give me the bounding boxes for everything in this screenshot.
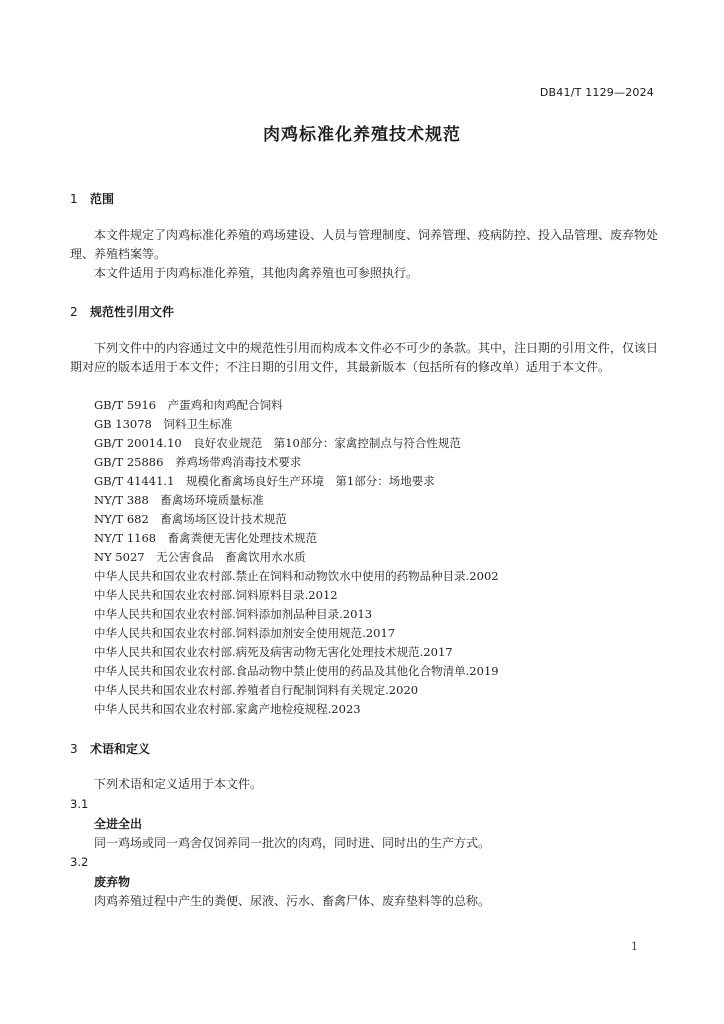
reference-item: NY 5027 无公害食品 畜禽饮用水水质 (94, 550, 306, 564)
section-1-paragraph: 本文件规定了肉鸡标准化养殖的鸡场建设、人员与管理制度、饲养管理、疫病防控、投入品管理、废弃物处理、养殖档案等。 (70, 228, 659, 261)
page-number: 1 (631, 940, 638, 953)
reference-item: NY/T 388 畜禽场环境质量标准 (94, 493, 264, 507)
term-name: 废弃物 (94, 875, 131, 889)
reference-item: 中华人民共和国农业农村部.食品动物中禁止使用的药品及其他化合物清单.2019 (94, 664, 499, 678)
reference-item: GB/T 41441.1 规模化畜禽场良好生产环境 第1部分：场地要求 (94, 474, 435, 488)
reference-item: GB/T 5916 产蛋鸡和肉鸡配合饲料 (94, 398, 283, 412)
reference-item: 中华人民共和国农业农村部.家禽产地检疫规程.2023 (94, 702, 361, 716)
section-3-intro: 下列术语和定义适用于本文件。 (94, 777, 263, 791)
section-2-intro: 下列文件中的内容通过文中的规范性引用而构成本文件必不可少的条款。其中，注日期的引用文件，仅该日期对应的版本适用于本文件；不注日期的引用文件，其最新版本（包括所有的修改单）适用于本文件。 (70, 341, 659, 374)
section-number: 1 (70, 192, 78, 206)
term-definition: 同一鸡场或同一鸡舍仅饲养同一批次的肉鸡，同时进、同时出的生产方式。 (94, 836, 491, 850)
term-definition: 肉鸡养殖过程中产生的粪便、尿液、污水、畜禽尸体、废弃垫料等的总称。 (94, 894, 491, 908)
reference-item: 中华人民共和国农业农村部.禁止在饲料和动物饮水中使用的药物品种目录.2002 (94, 569, 499, 583)
reference-item: NY/T 1168 畜禽粪便无害化处理技术规范 (94, 531, 318, 545)
section-3-heading (70, 740, 150, 757)
reference-item: 中华人民共和国农业农村部.饲料原料目录.2012 (94, 588, 338, 602)
section-number: 2 (70, 305, 78, 319)
reference-item: 中华人民共和国农业农村部.饲料添加剂安全使用规范.2017 (94, 626, 396, 640)
reference-item: GB/T 20014.10 良好农业规范 第10部分：家禽控制点与符合性规范 (94, 436, 461, 450)
reference-item: 中华人民共和国农业农村部.养殖者自行配制饲料有关规定.2020 (94, 683, 419, 697)
reference-item: GB 13078 饲料卫生标准 (94, 417, 233, 431)
document-title: 肉鸡标准化养殖技术规范 (263, 125, 461, 145)
term-number: 3.1 (70, 797, 89, 811)
section-number: 3 (70, 742, 78, 756)
section-2-heading (70, 303, 174, 320)
document-code: DB41/T 1129—2024 (539, 86, 654, 99)
term-number: 3.2 (70, 855, 89, 869)
reference-item: GB/T 25886 养鸡场带鸡消毒技术要求 (94, 455, 302, 469)
section-1-paragraph: 本文件适用于肉鸡标准化养殖，其他肉禽养殖也可参照执行。 (94, 266, 419, 280)
reference-item: 中华人民共和国农业农村部.饲料添加剂品种目录.2013 (94, 607, 373, 621)
reference-item: 中华人民共和国农业农村部.病死及病害动物无害化处理技术规范.2017 (94, 645, 453, 659)
section-title: 范围 (90, 192, 115, 206)
section-1-heading (70, 190, 114, 207)
reference-list (94, 396, 674, 719)
term-name: 全进全出 (94, 817, 143, 831)
section-title: 规范性引用文件 (90, 305, 175, 319)
reference-item: NY/T 682 畜禽场场区设计技术规范 (94, 512, 287, 526)
section-title: 术语和定义 (90, 742, 151, 756)
